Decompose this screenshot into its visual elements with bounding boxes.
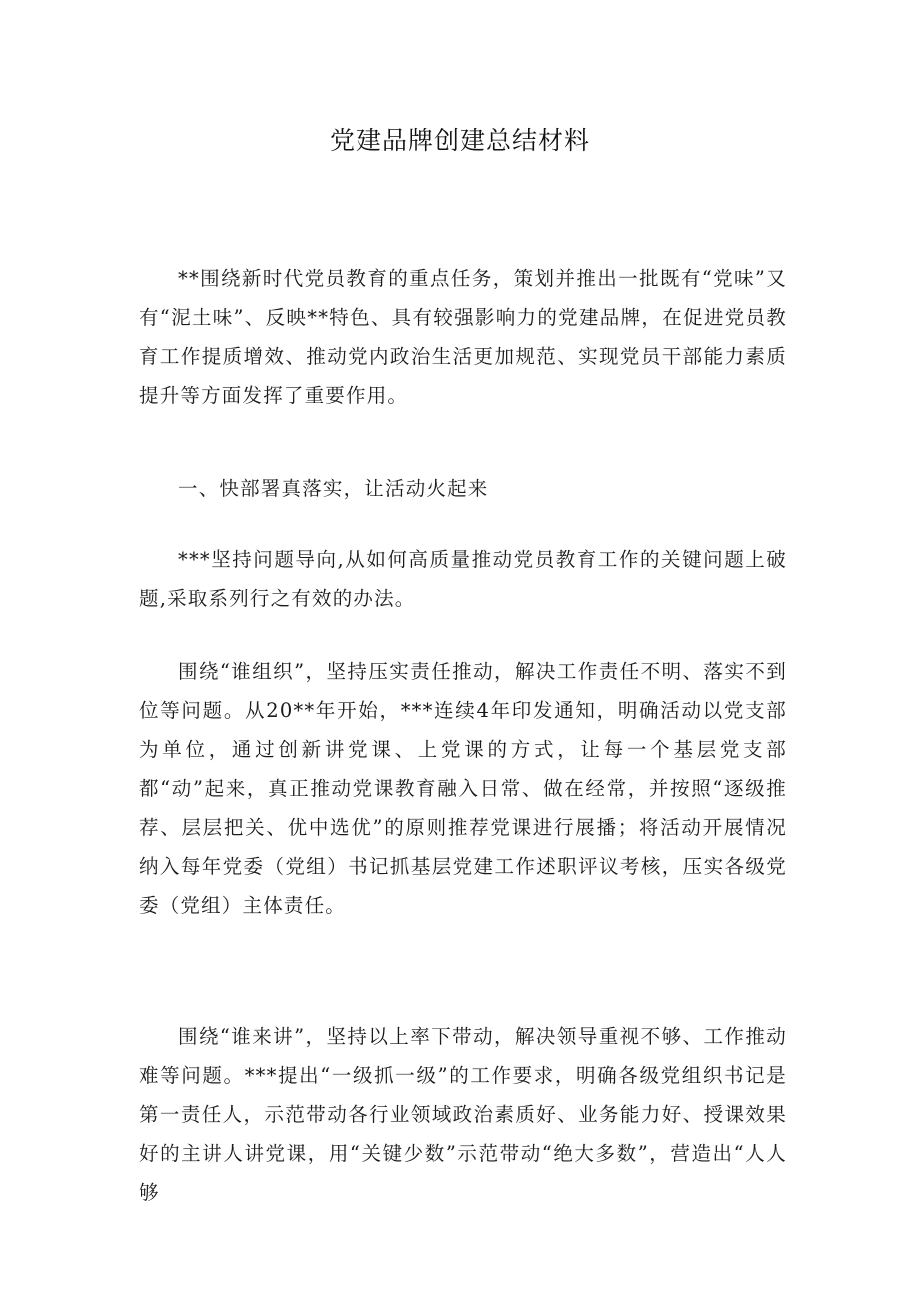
paragraph-problem-oriented: ***坚持问题导向,从如何高质量推动党员教育工作的关键问题上破题,采取系列行之有效的办法。 [139, 548, 787, 610]
paragraph-who-organizes: 围绕“谁组织”，坚持压实责任推动，解决工作责任不明、落实不到位等问题。从20**年开始，***连续4年印发通知，明确活动以党支部为单位，通过创新讲党课、上党课的方式，让每一个基层党支部都“动”起来，真正推动党课教育融入日常、做在经常，并按照“逐级推荐、层层把关、优中选优”的原则推荐党课进行展播；将活动开展情况纳入每年党委（党组）书记抓基层党建工作述职评议考核，压实各级党委（党组）主体责任。 [139, 660, 787, 917]
document-title: 党建品牌创建总结材料 [329, 126, 590, 155]
paragraph-intro: **围绕新时代党员教育的重点任务，策划并推出一批既有“党味”又有“泥土味”、反映**特色、具有较强影响力的党建品牌，在促进党员教育工作提质增效、推动党内政治生活更加规范、实现党员干部能力素质提升等方面发挥了重要作用。 [139, 267, 787, 407]
paragraph-who-speaks: 围绕“谁来讲”，坚持以上率下带动，解决领导重视不够、工作推动难等问题。***提出“一级抓一级”的工作要求，明确各级党组织书记是第一责任人，示范带动各行业领域政治素质好、业务能力好、授课效果好的主讲人讲党课，用“关键少数”示范带动“绝大多数”，营造出“人人够 [139, 1025, 787, 1204]
section-heading: 一、快部署真落实，让活动火起来 [178, 477, 489, 500]
